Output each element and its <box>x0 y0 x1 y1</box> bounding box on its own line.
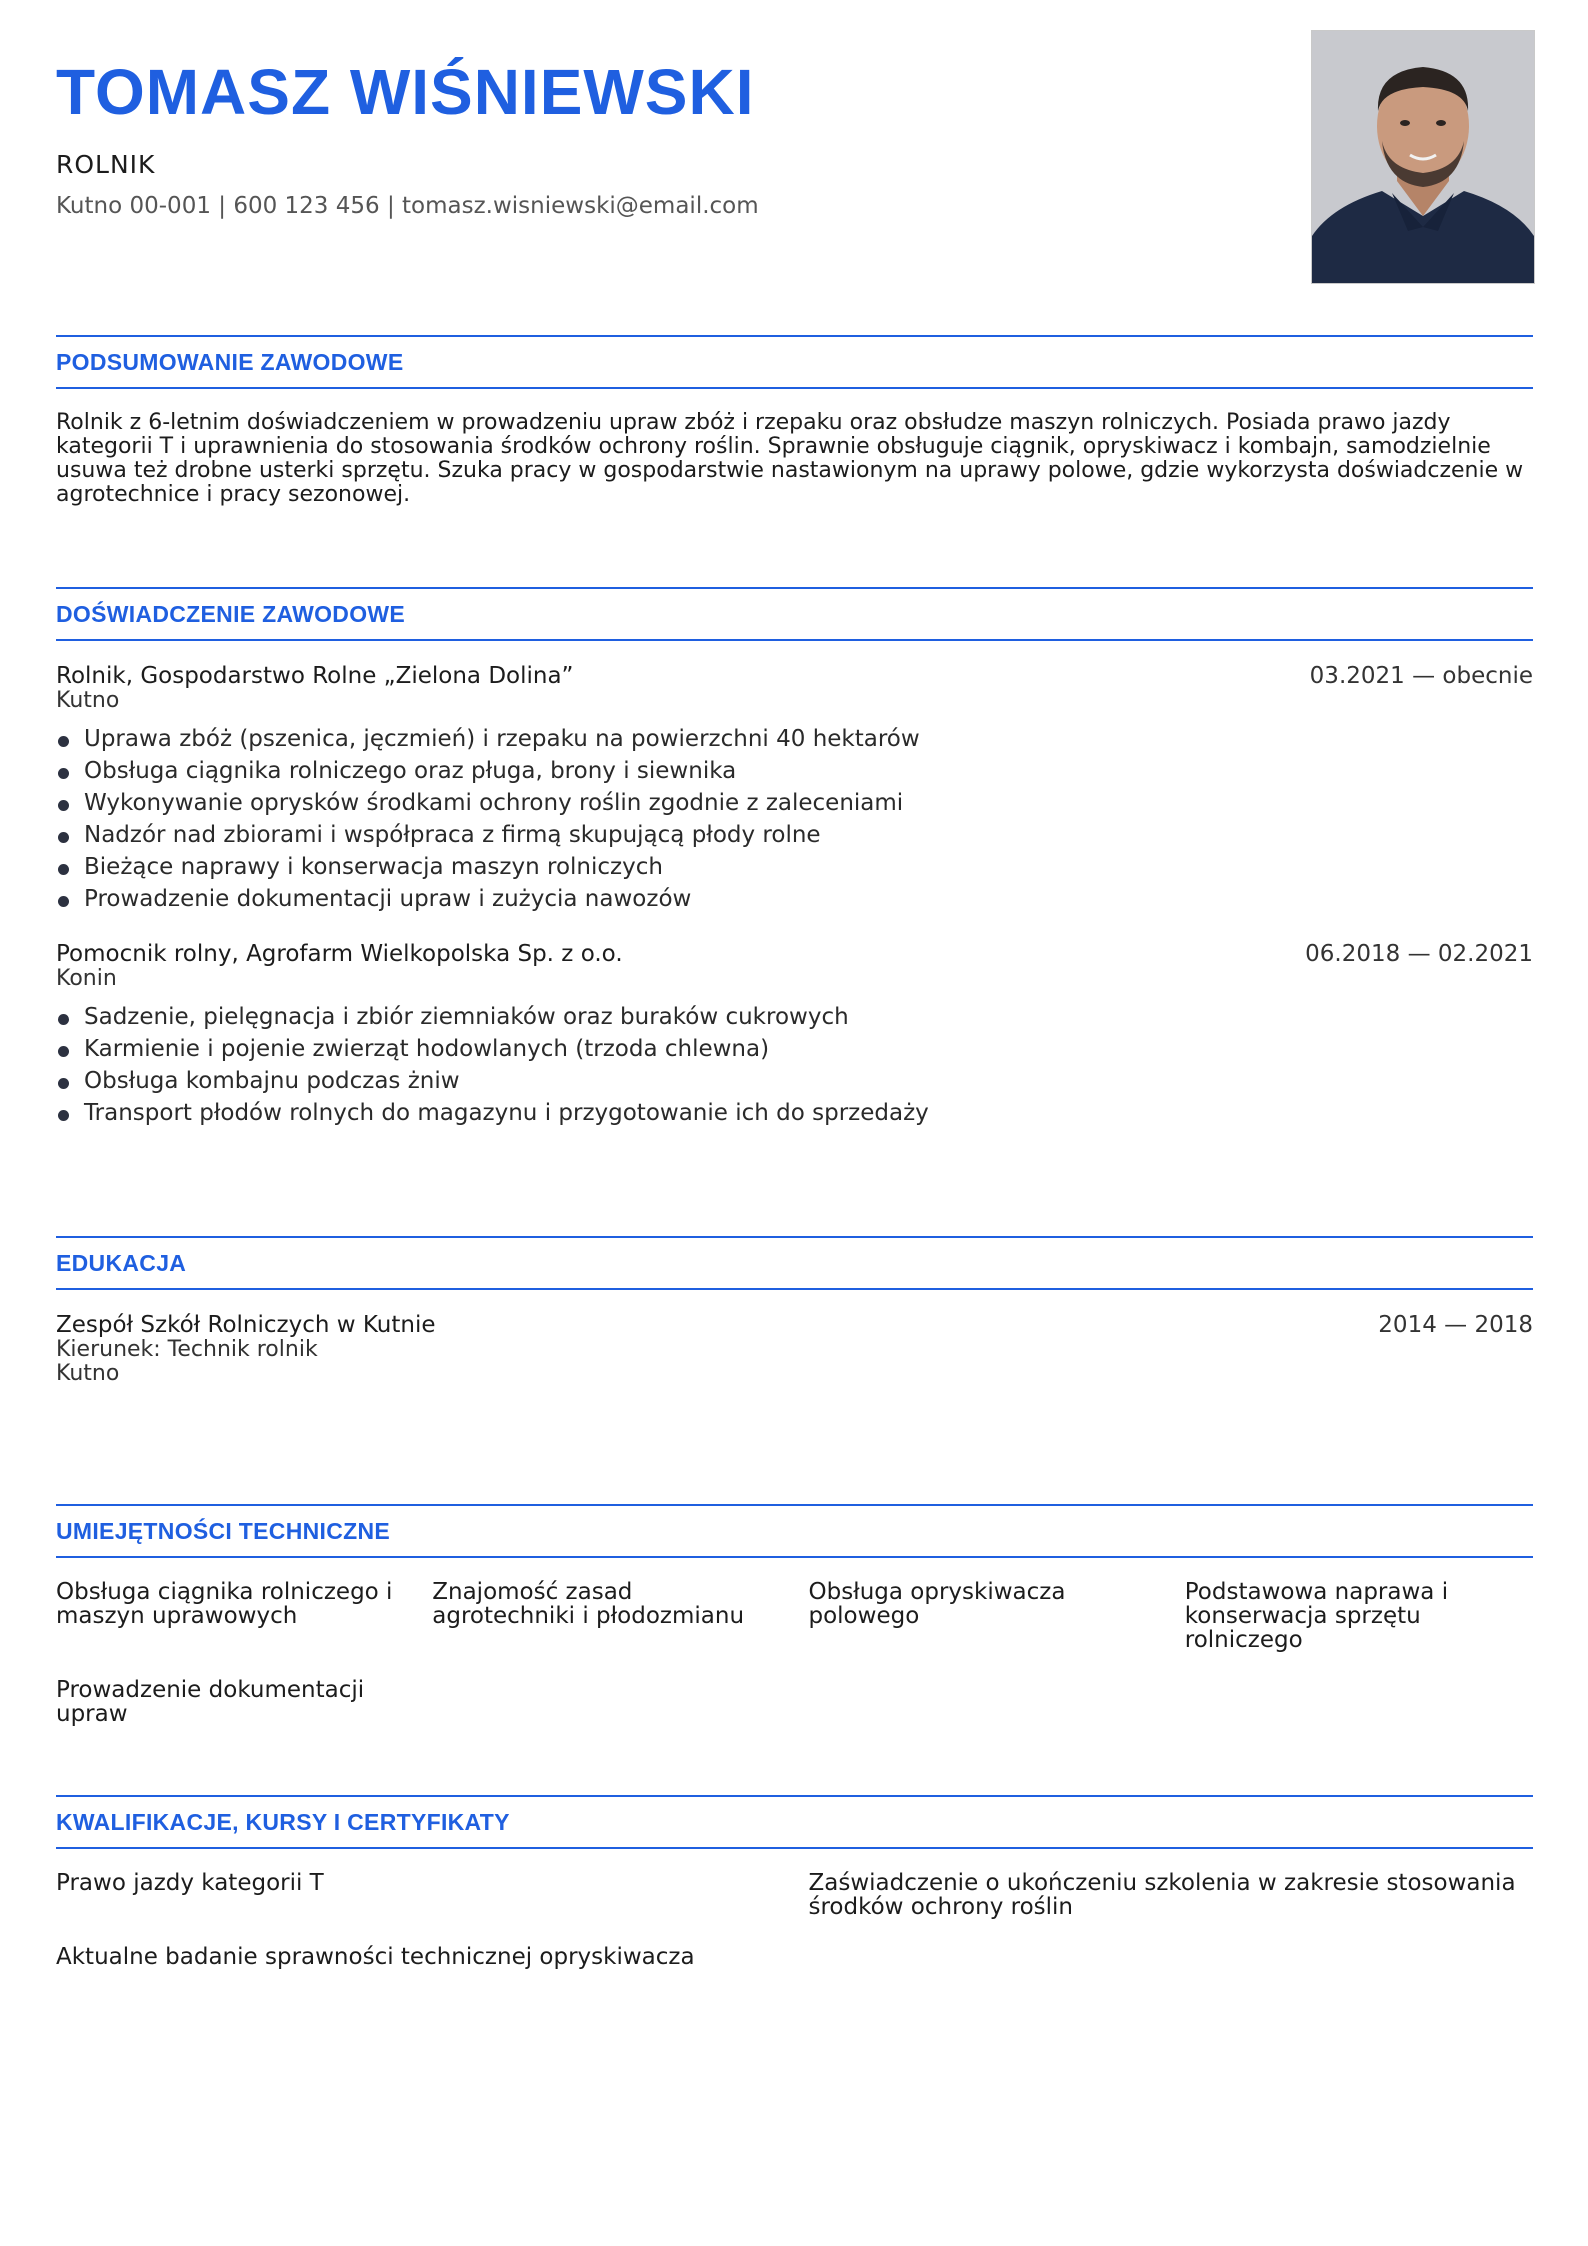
summary-section <box>56 335 1533 507</box>
job-dates: 03.2021 — obecnie <box>1309 663 1533 689</box>
candidate-name: TOMASZ WIŚNIEWSKI <box>56 56 755 128</box>
section-header <box>56 587 1533 641</box>
summary-text: Rolnik z 6-letnim doświadczeniem w prowadzeniu upraw zbóż i rzepaku oraz obsłudze maszyn rolniczych. Posiada prawo jazdy kategorii T i uprawnienia do stosowania środków ochrony roślin. Sprawnie obsługuje ciągnik, opryskiwacz i kombajn, samodzielnie usuwa też drobne usterki sprzętu. Szuka pracy w gospodarstwie nastawionym na uprawy polowe, gdzie wykorzysta doświadczenie w agrotechnice i pracy sezonowej. <box>56 410 1524 507</box>
skills-grid <box>56 1580 1533 1726</box>
cert-item: Aktualne badanie sprawności technicznej opryskiwacza <box>56 1944 695 1970</box>
skill-item: Podstawowa naprawa i konserwacja sprzętu rolniczego <box>1184 1579 1449 1653</box>
job-bullets <box>56 1001 1533 1129</box>
list-item: Uprawa zbóż (pszenica, jęczmień) i rzepaku na powierzchni 40 hektarów <box>56 723 1533 755</box>
school-name: Zespół Szkół Rolniczych w Kutnie <box>56 1312 436 1338</box>
list-item: Karmienie i pojenie zwierząt hodowlanych (trzoda chlewna) <box>56 1033 1533 1065</box>
education-dates: 2014 — 2018 <box>1378 1312 1533 1338</box>
list-item: Nadzór nad zbiorami i współpraca z firmą skupującą płody rolne <box>56 819 1533 851</box>
section-header <box>56 1504 1533 1558</box>
skill-item: Obsługa ciągnika rolniczego i maszyn uprawowych <box>56 1579 393 1629</box>
section-header <box>56 335 1533 389</box>
list-item: Sadzenie, pielęgnacja i zbiór ziemniaków oraz buraków cukrowych <box>56 1001 1533 1033</box>
section-title: UMIEJĘTNOŚCI TECHNICZNE <box>56 1517 391 1544</box>
list-item: Prowadzenie dokumentacji upraw i zużycia nawozów <box>56 883 1533 915</box>
cert-item: Prawo jazdy kategorii T <box>56 1870 324 1896</box>
skills-section <box>56 1504 1533 1726</box>
list-item: Obsługa ciągnika rolniczego oraz pługa, brony i siewnika <box>56 755 1533 787</box>
list-item: Obsługa kombajnu podczas żniw <box>56 1065 1533 1097</box>
job-bullets <box>56 723 1533 915</box>
job-city: Kutno <box>56 688 120 713</box>
cert-item: Zaświadczenie o ukończeniu szkolenia w zakresie stosowania środków ochrony roślin <box>808 1870 1516 1920</box>
skill-item: Znajomość zasad agrotechniki i płodozmianu <box>432 1579 745 1629</box>
education-city: Kutno <box>56 1361 120 1386</box>
section-title: DOŚWIADCZENIE ZAWODOWE <box>56 600 406 627</box>
skill-item: Prowadzenie dokumentacji upraw <box>56 1677 365 1727</box>
section-header <box>56 1795 1533 1849</box>
portrait-photo <box>1311 30 1535 284</box>
portrait-illustration <box>1312 31 1534 283</box>
skill-item: Obsługa opryskiwacza polowego <box>808 1579 1066 1629</box>
list-item: Bieżące naprawy i konserwacja maszyn rolniczych <box>56 851 1533 883</box>
certs-section <box>56 1795 1533 1969</box>
header <box>56 56 1256 219</box>
job-dates: 06.2018 — 02.2021 <box>1305 941 1533 967</box>
contact-info: Kutno 00-001 | 600 123 456 | tomasz.wisniewski@email.com <box>56 193 759 219</box>
education-entry <box>56 1312 1533 1386</box>
education-field: Kierunek: Technik rolnik <box>56 1337 318 1362</box>
job-position: Pomocnik rolny, Agrofarm Wielkopolska Sp. z o.o. <box>56 941 623 967</box>
certs-grid <box>56 1871 1533 1969</box>
experience-section <box>56 587 1533 1129</box>
section-title: EDUKACJA <box>56 1249 187 1276</box>
job-entry <box>56 941 1533 1129</box>
job-entry <box>56 663 1533 915</box>
section-title: PODSUMOWANIE ZAWODOWE <box>56 348 404 375</box>
list-item: Wykonywanie oprysków środkami ochrony roślin zgodnie z zaleceniami <box>56 787 1533 819</box>
job-position: Rolnik, Gospodarstwo Rolne „Zielona Dolina” <box>56 663 574 689</box>
education-section <box>56 1236 1533 1386</box>
section-header <box>56 1236 1533 1290</box>
section-title: KWALIFIKACJE, KURSY I CERTYFIKATY <box>56 1808 510 1835</box>
list-item: Transport płodów rolnych do magazynu i przygotowanie ich do sprzedaży <box>56 1097 1533 1129</box>
job-city: Konin <box>56 966 117 991</box>
job-title: ROLNIK <box>56 150 156 179</box>
